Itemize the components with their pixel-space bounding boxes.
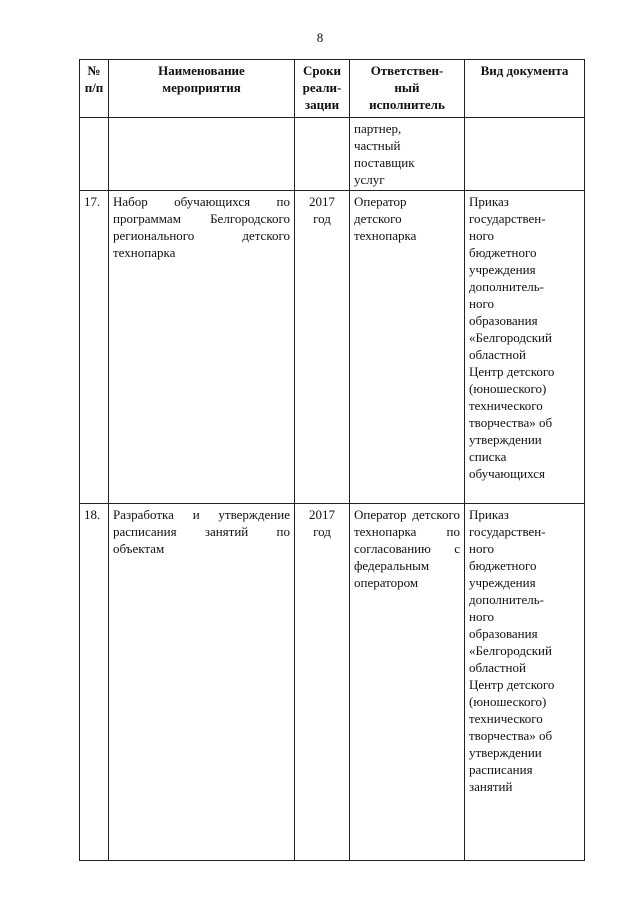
cell-responsible: Оператор детского технопарка по согласованию с федеральным оператором <box>350 504 465 861</box>
cell-terms <box>295 118 350 191</box>
cell-document-type: Приказ государствен- ного бюджетного учреждения дополнитель- ного образования «Белгородский областной Центр детского (юношеского) технического творчества» об утверждении расписания занятий <box>465 504 585 861</box>
cell-event-name: Набор обучающихся по программам Белгородского регионального детского технопарка <box>109 191 295 504</box>
cell-document-type: Приказ государствен- ного бюджетного учреждения дополнитель- ного образования «Белгородский областной Центр детского (юношеского) технического творчества» об утверждении списка обучающихся <box>465 191 585 504</box>
header-terms: Сроки реали- зации <box>295 60 350 118</box>
cell-responsible: партнер, частный поставщик услуг <box>350 118 465 191</box>
cell-document-type <box>465 118 585 191</box>
table-row <box>80 504 585 861</box>
cell-event-name <box>109 118 295 191</box>
header-responsible: Ответствен- ный исполнитель <box>350 60 465 118</box>
cell-event-name: Разработка и утверждение расписания занятий по объектам <box>109 504 295 861</box>
header-number: № п/п <box>80 60 109 118</box>
page-number: 8 <box>316 30 324 45</box>
cell-responsible: Оператор детского технопарка <box>350 191 465 504</box>
cell-number: 17. <box>80 191 109 504</box>
cell-number: 18. <box>80 504 109 861</box>
header-document-type: Вид документа <box>465 60 585 118</box>
header-event-name: Наименование мероприятия <box>109 60 295 118</box>
table-row <box>80 118 585 191</box>
cell-number <box>80 118 109 191</box>
cell-terms: 2017 год <box>295 191 350 504</box>
measures-table <box>79 59 585 861</box>
table-header-row <box>80 60 585 118</box>
cell-terms: 2017 год <box>295 504 350 861</box>
table-row <box>80 191 585 504</box>
